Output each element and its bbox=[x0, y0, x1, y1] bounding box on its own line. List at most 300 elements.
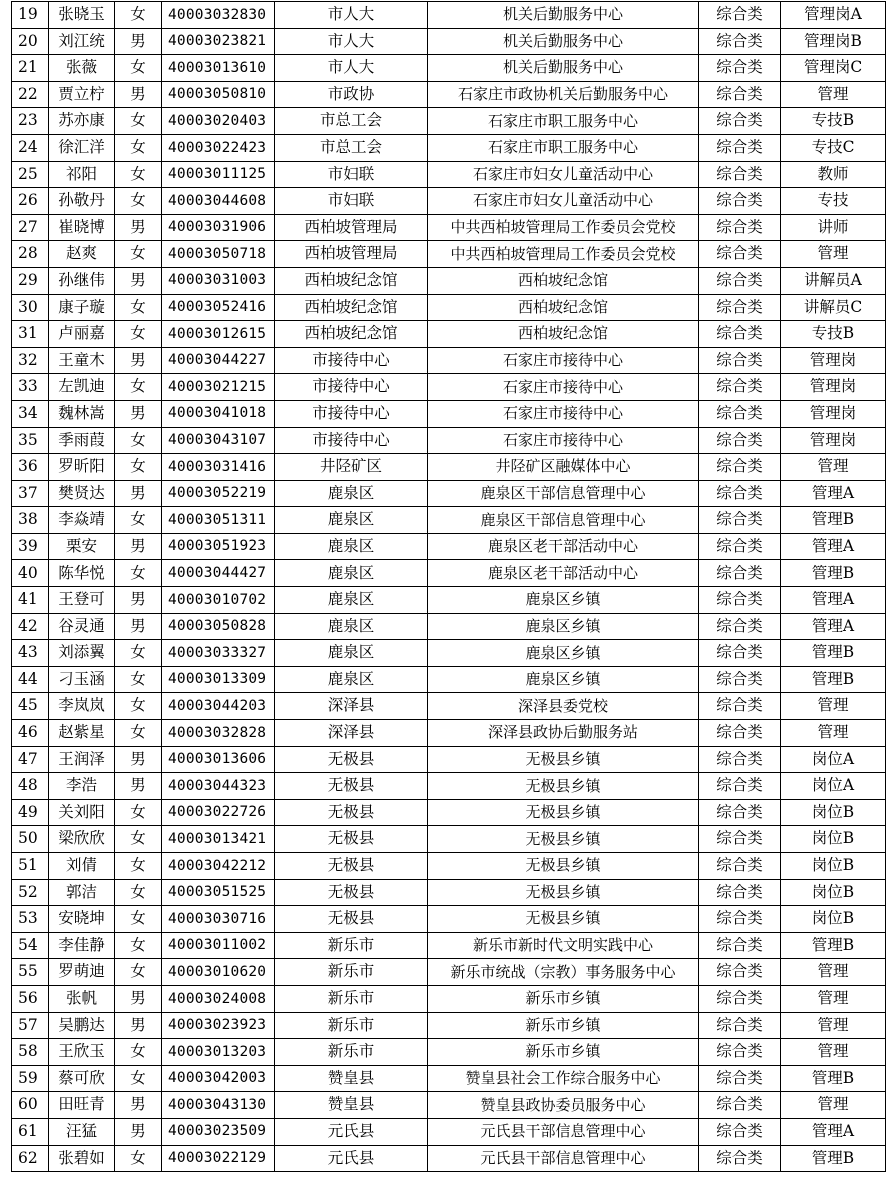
table-row bbox=[12, 799, 886, 826]
exam-id-cell: 40003023923 bbox=[162, 1012, 275, 1039]
name-cell: 崔晓博 bbox=[49, 214, 115, 241]
category-cell: 综合类 bbox=[699, 241, 781, 268]
position-cell: 管理 bbox=[781, 959, 886, 986]
category-cell: 综合类 bbox=[699, 932, 781, 959]
name-cell: 徐汇洋 bbox=[49, 134, 115, 161]
name-cell: 刘江统 bbox=[49, 28, 115, 55]
name-cell: 张帆 bbox=[49, 985, 115, 1012]
category-cell: 综合类 bbox=[699, 267, 781, 294]
gender-cell: 女 bbox=[115, 241, 162, 268]
department-cell: 市人大 bbox=[275, 55, 428, 82]
department-cell: 鹿泉区 bbox=[275, 507, 428, 534]
exam-id-cell: 40003031003 bbox=[162, 267, 275, 294]
gender-cell: 女 bbox=[115, 853, 162, 880]
department-cell: 市接待中心 bbox=[275, 374, 428, 401]
category-cell: 综合类 bbox=[699, 294, 781, 321]
position-cell: 管理B bbox=[781, 932, 886, 959]
gender-cell: 女 bbox=[115, 1039, 162, 1066]
department-cell: 西柏坡纪念馆 bbox=[275, 294, 428, 321]
table-row bbox=[12, 985, 886, 1012]
category-cell: 综合类 bbox=[699, 108, 781, 135]
name-cell: 李焱靖 bbox=[49, 507, 115, 534]
department-cell: 鹿泉区 bbox=[275, 480, 428, 507]
exam-id-cell: 40003044227 bbox=[162, 347, 275, 374]
category-cell: 综合类 bbox=[699, 507, 781, 534]
name-cell: 吴鹏达 bbox=[49, 1012, 115, 1039]
exam-id-cell: 40003030716 bbox=[162, 906, 275, 933]
unit-cell: 鹿泉区干部信息管理中心 bbox=[428, 507, 699, 534]
category-cell: 综合类 bbox=[699, 853, 781, 880]
name-cell: 关刘阳 bbox=[49, 799, 115, 826]
department-cell: 西柏坡纪念馆 bbox=[275, 321, 428, 348]
table-row bbox=[12, 720, 886, 747]
unit-cell: 新乐市乡镇 bbox=[428, 985, 699, 1012]
exam-id-cell: 40003024008 bbox=[162, 985, 275, 1012]
category-cell: 综合类 bbox=[699, 720, 781, 747]
table-row bbox=[12, 241, 886, 268]
exam-id-cell: 40003020403 bbox=[162, 108, 275, 135]
exam-id-cell: 40003010702 bbox=[162, 587, 275, 614]
department-cell: 西柏坡纪念馆 bbox=[275, 267, 428, 294]
name-cell: 祁阳 bbox=[49, 161, 115, 188]
row-number: 56 bbox=[12, 985, 49, 1012]
table-body bbox=[12, 2, 886, 1172]
department-cell: 西柏坡管理局 bbox=[275, 214, 428, 241]
gender-cell: 女 bbox=[115, 693, 162, 720]
department-cell: 深泽县 bbox=[275, 720, 428, 747]
name-cell: 赵紫星 bbox=[49, 720, 115, 747]
exam-id-cell: 40003051923 bbox=[162, 533, 275, 560]
unit-cell: 井陉矿区融媒体中心 bbox=[428, 454, 699, 481]
name-cell: 张薇 bbox=[49, 55, 115, 82]
gender-cell: 男 bbox=[115, 1092, 162, 1119]
unit-cell: 赞皇县社会工作综合服务中心 bbox=[428, 1065, 699, 1092]
exam-id-cell: 40003052416 bbox=[162, 294, 275, 321]
category-cell: 综合类 bbox=[699, 161, 781, 188]
unit-cell: 深泽县政协后勤服务站 bbox=[428, 720, 699, 747]
name-cell: 梁欣欣 bbox=[49, 826, 115, 853]
row-number: 54 bbox=[12, 932, 49, 959]
row-number: 47 bbox=[12, 746, 49, 773]
row-number: 48 bbox=[12, 773, 49, 800]
exam-id-cell: 40003013203 bbox=[162, 1039, 275, 1066]
exam-id-cell: 40003012615 bbox=[162, 321, 275, 348]
unit-cell: 无极县乡镇 bbox=[428, 746, 699, 773]
department-cell: 新乐市 bbox=[275, 985, 428, 1012]
table-row bbox=[12, 1092, 886, 1119]
name-cell: 刘添翼 bbox=[49, 640, 115, 667]
category-cell: 综合类 bbox=[699, 2, 781, 29]
row-number: 53 bbox=[12, 906, 49, 933]
name-cell: 王登可 bbox=[49, 587, 115, 614]
gender-cell: 女 bbox=[115, 427, 162, 454]
gender-cell: 男 bbox=[115, 613, 162, 640]
department-cell: 鹿泉区 bbox=[275, 640, 428, 667]
category-cell: 综合类 bbox=[699, 826, 781, 853]
name-cell: 贾立柠 bbox=[49, 81, 115, 108]
unit-cell: 西柏坡纪念馆 bbox=[428, 267, 699, 294]
department-cell: 市妇联 bbox=[275, 161, 428, 188]
exam-id-cell: 40003043107 bbox=[162, 427, 275, 454]
row-number: 19 bbox=[12, 2, 49, 29]
table-row bbox=[12, 134, 886, 161]
row-number: 31 bbox=[12, 321, 49, 348]
name-cell: 罗昕阳 bbox=[49, 454, 115, 481]
exam-id-cell: 40003050828 bbox=[162, 613, 275, 640]
department-cell: 市人大 bbox=[275, 28, 428, 55]
position-cell: 管理 bbox=[781, 693, 886, 720]
category-cell: 综合类 bbox=[699, 693, 781, 720]
name-cell: 王欣玉 bbox=[49, 1039, 115, 1066]
table-row bbox=[12, 454, 886, 481]
name-cell: 康子璇 bbox=[49, 294, 115, 321]
exam-id-cell: 40003013606 bbox=[162, 746, 275, 773]
row-number: 44 bbox=[12, 666, 49, 693]
department-cell: 赞皇县 bbox=[275, 1092, 428, 1119]
gender-cell: 女 bbox=[115, 188, 162, 215]
results-table bbox=[11, 1, 886, 1172]
position-cell: 专技C bbox=[781, 134, 886, 161]
row-number: 60 bbox=[12, 1092, 49, 1119]
unit-cell: 石家庄市妇女儿童活动中心 bbox=[428, 188, 699, 215]
position-cell: 管理A bbox=[781, 587, 886, 614]
exam-id-cell: 40003011125 bbox=[162, 161, 275, 188]
category-cell: 综合类 bbox=[699, 799, 781, 826]
name-cell: 李佳静 bbox=[49, 932, 115, 959]
department-cell: 市妇联 bbox=[275, 188, 428, 215]
exam-id-cell: 40003044608 bbox=[162, 188, 275, 215]
exam-id-cell: 40003043130 bbox=[162, 1092, 275, 1119]
unit-cell: 石家庄市职工服务中心 bbox=[428, 134, 699, 161]
department-cell: 鹿泉区 bbox=[275, 560, 428, 587]
exam-id-cell: 40003044323 bbox=[162, 773, 275, 800]
exam-id-cell: 40003032830 bbox=[162, 2, 275, 29]
exam-id-cell: 40003013309 bbox=[162, 666, 275, 693]
name-cell: 李浩 bbox=[49, 773, 115, 800]
row-number: 58 bbox=[12, 1039, 49, 1066]
unit-cell: 石家庄市接待中心 bbox=[428, 400, 699, 427]
position-cell: 讲解员C bbox=[781, 294, 886, 321]
exam-id-cell: 40003022129 bbox=[162, 1145, 275, 1172]
table-row bbox=[12, 587, 886, 614]
unit-cell: 鹿泉区乡镇 bbox=[428, 587, 699, 614]
exam-id-cell: 40003052219 bbox=[162, 480, 275, 507]
unit-cell: 无极县乡镇 bbox=[428, 826, 699, 853]
table-row bbox=[12, 214, 886, 241]
position-cell: 专技B bbox=[781, 321, 886, 348]
category-cell: 综合类 bbox=[699, 188, 781, 215]
table-row bbox=[12, 906, 886, 933]
row-number: 22 bbox=[12, 81, 49, 108]
position-cell: 教师 bbox=[781, 161, 886, 188]
department-cell: 新乐市 bbox=[275, 1039, 428, 1066]
table-row bbox=[12, 1039, 886, 1066]
position-cell: 管理B bbox=[781, 507, 886, 534]
gender-cell: 男 bbox=[115, 587, 162, 614]
table-row bbox=[12, 640, 886, 667]
department-cell: 无极县 bbox=[275, 906, 428, 933]
position-cell: 管理A bbox=[781, 533, 886, 560]
table-row bbox=[12, 560, 886, 587]
table-row bbox=[12, 188, 886, 215]
gender-cell: 女 bbox=[115, 294, 162, 321]
unit-cell: 鹿泉区干部信息管理中心 bbox=[428, 480, 699, 507]
department-cell: 鹿泉区 bbox=[275, 613, 428, 640]
row-number: 21 bbox=[12, 55, 49, 82]
row-number: 29 bbox=[12, 267, 49, 294]
position-cell: 管理 bbox=[781, 1012, 886, 1039]
row-number: 61 bbox=[12, 1118, 49, 1145]
unit-cell: 无极县乡镇 bbox=[428, 799, 699, 826]
position-cell: 岗位A bbox=[781, 746, 886, 773]
table-row bbox=[12, 1145, 886, 1172]
department-cell: 无极县 bbox=[275, 746, 428, 773]
department-cell: 鹿泉区 bbox=[275, 666, 428, 693]
department-cell: 无极县 bbox=[275, 773, 428, 800]
exam-id-cell: 40003044427 bbox=[162, 560, 275, 587]
gender-cell: 男 bbox=[115, 533, 162, 560]
table-row bbox=[12, 161, 886, 188]
gender-cell: 男 bbox=[115, 400, 162, 427]
table-row bbox=[12, 374, 886, 401]
exam-id-cell: 40003031416 bbox=[162, 454, 275, 481]
table-row bbox=[12, 1065, 886, 1092]
exam-id-cell: 40003051525 bbox=[162, 879, 275, 906]
position-cell: 岗位B bbox=[781, 853, 886, 880]
row-number: 23 bbox=[12, 108, 49, 135]
unit-cell: 新乐市新时代文明实践中心 bbox=[428, 932, 699, 959]
name-cell: 李岚岚 bbox=[49, 693, 115, 720]
department-cell: 市政协 bbox=[275, 81, 428, 108]
name-cell: 张碧如 bbox=[49, 1145, 115, 1172]
row-number: 25 bbox=[12, 161, 49, 188]
unit-cell: 中共西柏坡管理局工作委员会党校 bbox=[428, 241, 699, 268]
exam-id-cell: 40003011002 bbox=[162, 932, 275, 959]
table-row bbox=[12, 55, 886, 82]
category-cell: 综合类 bbox=[699, 374, 781, 401]
department-cell: 新乐市 bbox=[275, 959, 428, 986]
row-number: 39 bbox=[12, 533, 49, 560]
gender-cell: 女 bbox=[115, 108, 162, 135]
name-cell: 孙继伟 bbox=[49, 267, 115, 294]
category-cell: 综合类 bbox=[699, 985, 781, 1012]
unit-cell: 机关后勤服务中心 bbox=[428, 55, 699, 82]
category-cell: 综合类 bbox=[699, 81, 781, 108]
position-cell: 岗位B bbox=[781, 799, 886, 826]
exam-id-cell: 40003050810 bbox=[162, 81, 275, 108]
unit-cell: 鹿泉区乡镇 bbox=[428, 640, 699, 667]
category-cell: 综合类 bbox=[699, 773, 781, 800]
category-cell: 综合类 bbox=[699, 55, 781, 82]
table-row bbox=[12, 2, 886, 29]
position-cell: 管理B bbox=[781, 640, 886, 667]
category-cell: 综合类 bbox=[699, 427, 781, 454]
position-cell: 管理 bbox=[781, 1092, 886, 1119]
row-number: 24 bbox=[12, 134, 49, 161]
gender-cell: 男 bbox=[115, 81, 162, 108]
department-cell: 市总工会 bbox=[275, 134, 428, 161]
name-cell: 罗萌迪 bbox=[49, 959, 115, 986]
gender-cell: 男 bbox=[115, 267, 162, 294]
department-cell: 元氏县 bbox=[275, 1118, 428, 1145]
unit-cell: 新乐市统战（宗教）事务服务中心 bbox=[428, 959, 699, 986]
exam-id-cell: 40003050718 bbox=[162, 241, 275, 268]
position-cell: 讲解员A bbox=[781, 267, 886, 294]
category-cell: 综合类 bbox=[699, 533, 781, 560]
table-row bbox=[12, 427, 886, 454]
row-number: 49 bbox=[12, 799, 49, 826]
unit-cell: 石家庄市妇女儿童活动中心 bbox=[428, 161, 699, 188]
position-cell: 专技B bbox=[781, 108, 886, 135]
unit-cell: 深泽县委党校 bbox=[428, 693, 699, 720]
gender-cell: 女 bbox=[115, 932, 162, 959]
category-cell: 综合类 bbox=[699, 959, 781, 986]
gender-cell: 女 bbox=[115, 321, 162, 348]
unit-cell: 无极县乡镇 bbox=[428, 879, 699, 906]
gender-cell: 女 bbox=[115, 55, 162, 82]
department-cell: 鹿泉区 bbox=[275, 587, 428, 614]
name-cell: 汪猛 bbox=[49, 1118, 115, 1145]
department-cell: 无极县 bbox=[275, 853, 428, 880]
gender-cell: 女 bbox=[115, 1145, 162, 1172]
gender-cell: 男 bbox=[115, 28, 162, 55]
name-cell: 卢丽嘉 bbox=[49, 321, 115, 348]
gender-cell: 女 bbox=[115, 799, 162, 826]
category-cell: 综合类 bbox=[699, 321, 781, 348]
gender-cell: 女 bbox=[115, 1065, 162, 1092]
department-cell: 市接待中心 bbox=[275, 427, 428, 454]
unit-cell: 鹿泉区乡镇 bbox=[428, 613, 699, 640]
table-row bbox=[12, 108, 886, 135]
unit-cell: 石家庄市职工服务中心 bbox=[428, 108, 699, 135]
position-cell: 管理岗C bbox=[781, 55, 886, 82]
category-cell: 综合类 bbox=[699, 28, 781, 55]
row-number: 33 bbox=[12, 374, 49, 401]
position-cell: 管理岗A bbox=[781, 2, 886, 29]
table-row bbox=[12, 1118, 886, 1145]
name-cell: 安晓坤 bbox=[49, 906, 115, 933]
unit-cell: 新乐市乡镇 bbox=[428, 1039, 699, 1066]
row-number: 42 bbox=[12, 613, 49, 640]
unit-cell: 鹿泉区乡镇 bbox=[428, 666, 699, 693]
exam-id-cell: 40003042003 bbox=[162, 1065, 275, 1092]
category-cell: 综合类 bbox=[699, 1065, 781, 1092]
table-row bbox=[12, 613, 886, 640]
department-cell: 西柏坡管理局 bbox=[275, 241, 428, 268]
table-row bbox=[12, 1012, 886, 1039]
name-cell: 张晓玉 bbox=[49, 2, 115, 29]
gender-cell: 女 bbox=[115, 906, 162, 933]
exam-id-cell: 40003022726 bbox=[162, 799, 275, 826]
department-cell: 市接待中心 bbox=[275, 400, 428, 427]
category-cell: 综合类 bbox=[699, 879, 781, 906]
name-cell: 田旺青 bbox=[49, 1092, 115, 1119]
table-row bbox=[12, 666, 886, 693]
position-cell: 管理 bbox=[781, 81, 886, 108]
row-number: 32 bbox=[12, 347, 49, 374]
unit-cell: 新乐市乡镇 bbox=[428, 1012, 699, 1039]
department-cell: 新乐市 bbox=[275, 1012, 428, 1039]
unit-cell: 机关后勤服务中心 bbox=[428, 28, 699, 55]
position-cell: 管理岗 bbox=[781, 427, 886, 454]
department-cell: 无极县 bbox=[275, 879, 428, 906]
category-cell: 综合类 bbox=[699, 1145, 781, 1172]
exam-id-cell: 40003032828 bbox=[162, 720, 275, 747]
position-cell: 管理岗 bbox=[781, 347, 886, 374]
department-cell: 无极县 bbox=[275, 799, 428, 826]
position-cell: 管理A bbox=[781, 480, 886, 507]
row-number: 37 bbox=[12, 480, 49, 507]
gender-cell: 男 bbox=[115, 214, 162, 241]
name-cell: 赵爽 bbox=[49, 241, 115, 268]
gender-cell: 男 bbox=[115, 480, 162, 507]
department-cell: 井陉矿区 bbox=[275, 454, 428, 481]
position-cell: 岗位B bbox=[781, 826, 886, 853]
department-cell: 市人大 bbox=[275, 2, 428, 29]
name-cell: 魏林嵩 bbox=[49, 400, 115, 427]
exam-id-cell: 40003031906 bbox=[162, 214, 275, 241]
table-row bbox=[12, 826, 886, 853]
row-number: 50 bbox=[12, 826, 49, 853]
gender-cell: 男 bbox=[115, 347, 162, 374]
position-cell: 岗位B bbox=[781, 906, 886, 933]
row-number: 45 bbox=[12, 693, 49, 720]
table-row bbox=[12, 400, 886, 427]
department-cell: 新乐市 bbox=[275, 932, 428, 959]
position-cell: 管理 bbox=[781, 985, 886, 1012]
gender-cell: 女 bbox=[115, 560, 162, 587]
unit-cell: 无极县乡镇 bbox=[428, 773, 699, 800]
name-cell: 季雨葭 bbox=[49, 427, 115, 454]
position-cell: 管理 bbox=[781, 241, 886, 268]
category-cell: 综合类 bbox=[699, 454, 781, 481]
category-cell: 综合类 bbox=[699, 1092, 781, 1119]
table-row bbox=[12, 746, 886, 773]
position-cell: 管理B bbox=[781, 560, 886, 587]
unit-cell: 西柏坡纪念馆 bbox=[428, 321, 699, 348]
position-cell: 管理岗 bbox=[781, 374, 886, 401]
gender-cell: 女 bbox=[115, 134, 162, 161]
table-row bbox=[12, 507, 886, 534]
gender-cell: 女 bbox=[115, 2, 162, 29]
gender-cell: 女 bbox=[115, 666, 162, 693]
name-cell: 陈华悦 bbox=[49, 560, 115, 587]
position-cell: 岗位B bbox=[781, 879, 886, 906]
name-cell: 谷灵通 bbox=[49, 613, 115, 640]
position-cell: 岗位A bbox=[781, 773, 886, 800]
gender-cell: 女 bbox=[115, 959, 162, 986]
row-number: 52 bbox=[12, 879, 49, 906]
name-cell: 刁玉涵 bbox=[49, 666, 115, 693]
row-number: 43 bbox=[12, 640, 49, 667]
unit-cell: 赞皇县政协委员服务中心 bbox=[428, 1092, 699, 1119]
category-cell: 综合类 bbox=[699, 666, 781, 693]
unit-cell: 西柏坡纪念馆 bbox=[428, 294, 699, 321]
table-row bbox=[12, 267, 886, 294]
row-number: 51 bbox=[12, 853, 49, 880]
exam-id-cell: 40003013421 bbox=[162, 826, 275, 853]
row-number: 46 bbox=[12, 720, 49, 747]
exam-id-cell: 40003022423 bbox=[162, 134, 275, 161]
category-cell: 综合类 bbox=[699, 400, 781, 427]
gender-cell: 女 bbox=[115, 161, 162, 188]
table-row bbox=[12, 321, 886, 348]
table-row bbox=[12, 879, 886, 906]
row-number: 38 bbox=[12, 507, 49, 534]
row-number: 34 bbox=[12, 400, 49, 427]
unit-cell: 中共西柏坡管理局工作委员会党校 bbox=[428, 214, 699, 241]
category-cell: 综合类 bbox=[699, 746, 781, 773]
